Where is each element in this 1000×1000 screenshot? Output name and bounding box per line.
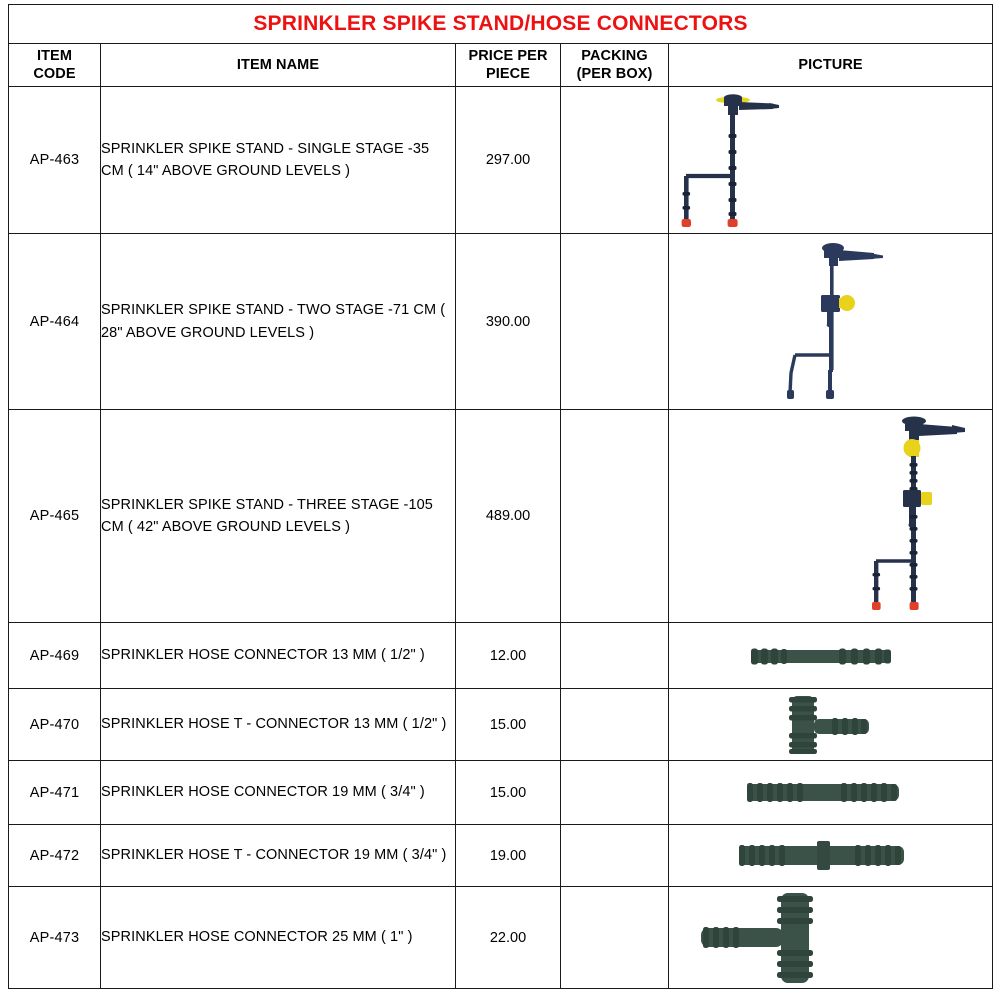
cell-packing [561, 887, 669, 989]
cell-price: 489.00 [456, 410, 561, 623]
cell-packing [561, 761, 669, 825]
cell-picture [669, 234, 993, 410]
column-header-item-code [9, 44, 101, 87]
cell-item-name: SPRINKLER HOSE CONNECTOR 25 MM ( 1" ) [101, 887, 456, 989]
cell-item-name: SPRINKLER HOSE T - CONNECTOR 13 MM ( 1/2" ) [101, 689, 456, 761]
table-row [9, 410, 993, 623]
cell-item-code: AP-472 [9, 825, 101, 887]
table-row [9, 887, 993, 989]
sprinkler-spike-stand-two-stage-photo [669, 235, 992, 409]
cell-packing [561, 689, 669, 761]
cell-item-code: AP-471 [9, 761, 101, 825]
column-header-item-name [101, 44, 456, 87]
table-row [9, 623, 993, 689]
column-header-item-code-line2: CODE [33, 66, 76, 82]
cell-packing [561, 234, 669, 410]
sprinkler-spike-stand-three-stage-photo [669, 411, 992, 622]
column-header-item-code-line1: ITEM [36, 47, 73, 64]
hose-connector-straight-13mm-photo [669, 624, 992, 688]
cell-item-code: AP-465 [9, 410, 101, 623]
hose-connector-straight-19mm-photo [669, 762, 992, 824]
cell-item-name: SPRINKLER SPIKE STAND - SINGLE STAGE -35 CM ( 14" ABOVE GROUND LEVELS ) [101, 87, 456, 234]
cell-price: 297.00 [456, 87, 561, 234]
column-header-picture [669, 44, 993, 87]
cell-price: 15.00 [456, 761, 561, 825]
cell-item-name: SPRINKLER SPIKE STAND - TWO STAGE -71 CM ( 28" ABOVE GROUND LEVELS ) [101, 234, 456, 410]
hose-t-connector-13mm-photo [669, 690, 992, 760]
table-row [9, 234, 993, 410]
cell-price: 390.00 [456, 234, 561, 410]
cell-picture [669, 689, 993, 761]
cell-price: 15.00 [456, 689, 561, 761]
cell-price: 22.00 [456, 887, 561, 989]
table-row [9, 689, 993, 761]
sprinkler-spike-stand-single-stage-photo [669, 88, 992, 233]
hose-t-connector-25mm-photo [669, 888, 992, 988]
cell-packing [561, 87, 669, 234]
table-header-row [9, 44, 993, 87]
cell-item-name: SPRINKLER HOSE CONNECTOR 13 MM ( 1/2" ) [101, 623, 456, 689]
column-header-price [456, 44, 561, 87]
cell-picture [669, 410, 993, 623]
cell-item-name: SPRINKLER SPIKE STAND - THREE STAGE -105 CM ( 42" ABOVE GROUND LEVELS ) [101, 410, 456, 623]
column-header-packing-line1: PACKING [581, 47, 648, 64]
cell-item-code: AP-470 [9, 689, 101, 761]
cell-item-code: AP-473 [9, 887, 101, 989]
product-catalog-table [8, 4, 993, 989]
column-header-packing-line2: (PER BOX) [576, 66, 653, 82]
table-row [9, 761, 993, 825]
cell-packing [561, 825, 669, 887]
cell-price: 12.00 [456, 623, 561, 689]
cell-item-code: AP-469 [9, 623, 101, 689]
column-header-picture-label: PICTURE [798, 56, 863, 73]
column-header-packing [561, 44, 669, 87]
cell-item-name: SPRINKLER HOSE CONNECTOR 19 MM ( 3/4" ) [101, 761, 456, 825]
cell-picture [669, 887, 993, 989]
cell-packing [561, 623, 669, 689]
cell-picture [669, 761, 993, 825]
cell-picture [669, 87, 993, 234]
hose-connector-collar-19mm-photo [669, 826, 992, 886]
table-row [9, 825, 993, 887]
table-row [9, 87, 993, 234]
page-title: SPRINKLER SPIKE STAND/HOSE CONNECTORS [253, 11, 748, 35]
cell-item-code: AP-463 [9, 87, 101, 234]
cell-price: 19.00 [456, 825, 561, 887]
cell-picture [669, 623, 993, 689]
column-header-price-line2: PIECE [485, 66, 530, 82]
title-row [9, 5, 993, 44]
cell-packing [561, 410, 669, 623]
cell-item-code: AP-464 [9, 234, 101, 410]
page-title-cell [9, 5, 993, 44]
column-header-price-line1: PRICE PER [468, 47, 548, 64]
cell-picture [669, 825, 993, 887]
column-header-item-name-label: ITEM NAME [236, 56, 320, 73]
cell-item-name: SPRINKLER HOSE T - CONNECTOR 19 MM ( 3/4" ) [101, 825, 456, 887]
